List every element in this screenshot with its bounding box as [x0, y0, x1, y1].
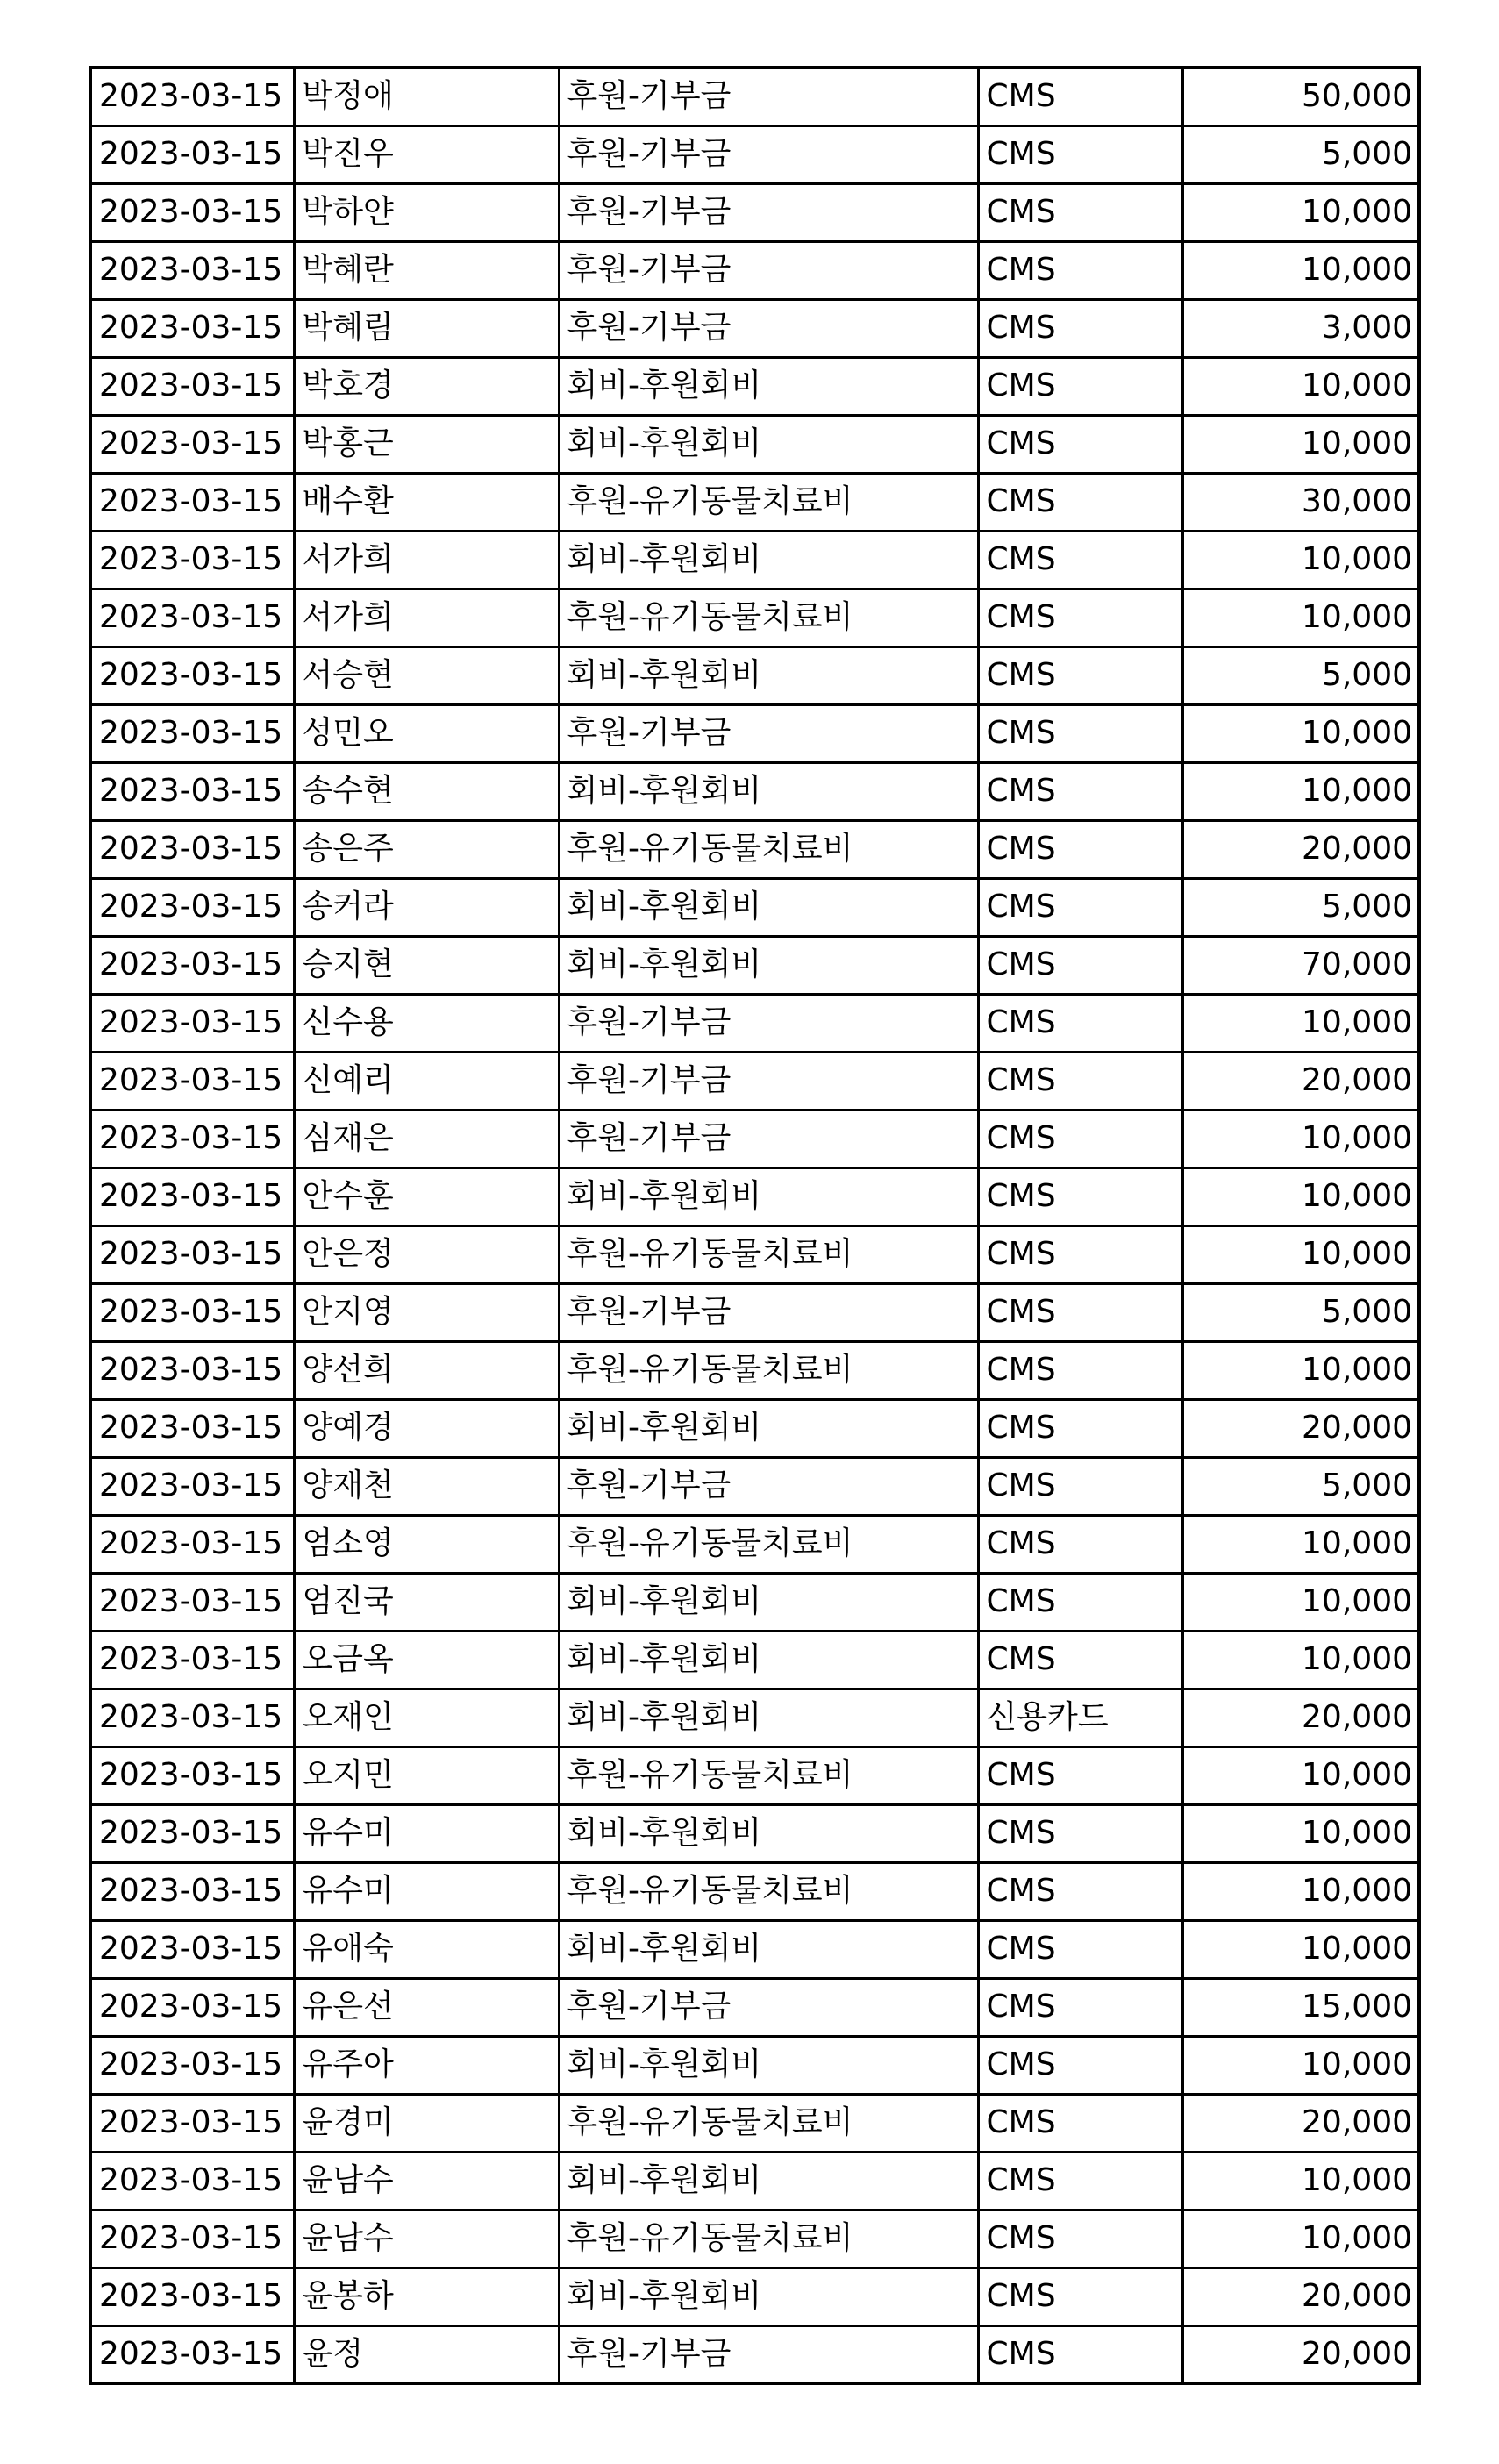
date-cell: 2023-03-15: [90, 2325, 294, 2383]
payment-method-cell: CMS: [978, 125, 1182, 183]
payment-method-cell: CMS: [978, 994, 1182, 1052]
amount-cell: 10,000: [1182, 704, 1419, 762]
donor-name-cell: 박진우: [294, 125, 559, 183]
table-row: [90, 473, 1419, 531]
table-row: [90, 299, 1419, 357]
date-cell: 2023-03-15: [90, 1804, 294, 1862]
payment-method-cell: CMS: [978, 183, 1182, 241]
amount-cell: 50,000: [1182, 68, 1419, 125]
payment-method-cell: CMS: [978, 1631, 1182, 1689]
payment-method-cell: CMS: [978, 1110, 1182, 1168]
date-cell: 2023-03-15: [90, 299, 294, 357]
table-row: [90, 762, 1419, 820]
category-cell: 회비-후원회비: [559, 357, 978, 415]
date-cell: 2023-03-15: [90, 1168, 294, 1225]
amount-cell: 10,000: [1182, 1746, 1419, 1804]
category-cell: 후원-기부금: [559, 1283, 978, 1341]
payment-method-cell: CMS: [978, 1225, 1182, 1283]
table-row: [90, 2210, 1419, 2268]
donation-ledger-table: [89, 66, 1421, 2385]
date-cell: 2023-03-15: [90, 473, 294, 531]
table-row: [90, 415, 1419, 473]
payment-method-cell: CMS: [978, 1168, 1182, 1225]
payment-method-cell: CMS: [978, 531, 1182, 589]
category-cell: 후원-기부금: [559, 299, 978, 357]
table-row: [90, 878, 1419, 936]
payment-method-cell: CMS: [978, 1862, 1182, 1920]
donor-name-cell: 박혜림: [294, 299, 559, 357]
date-cell: 2023-03-15: [90, 125, 294, 183]
table-row: [90, 1052, 1419, 1110]
category-cell: 후원-유기동물치료비: [559, 589, 978, 646]
amount-cell: 10,000: [1182, 589, 1419, 646]
table-row: [90, 1573, 1419, 1631]
date-cell: 2023-03-15: [90, 589, 294, 646]
table-row: [90, 1110, 1419, 1168]
table-row: [90, 1283, 1419, 1341]
category-cell: 후원-유기동물치료비: [559, 473, 978, 531]
table-row: [90, 125, 1419, 183]
payment-method-cell: CMS: [978, 2210, 1182, 2268]
date-cell: 2023-03-15: [90, 1515, 294, 1573]
date-cell: 2023-03-15: [90, 1573, 294, 1631]
category-cell: 후원-기부금: [559, 125, 978, 183]
date-cell: 2023-03-15: [90, 2152, 294, 2210]
date-cell: 2023-03-15: [90, 878, 294, 936]
amount-cell: 20,000: [1182, 1052, 1419, 1110]
donor-name-cell: 유수미: [294, 1862, 559, 1920]
donor-name-cell: 서가희: [294, 531, 559, 589]
donor-name-cell: 유은선: [294, 1978, 559, 2036]
category-cell: 후원-유기동물치료비: [559, 820, 978, 878]
amount-cell: 3,000: [1182, 299, 1419, 357]
donor-name-cell: 윤정: [294, 2325, 559, 2383]
donor-name-cell: 송수현: [294, 762, 559, 820]
category-cell: 후원-기부금: [559, 1052, 978, 1110]
donor-name-cell: 송커라: [294, 878, 559, 936]
donor-name-cell: 오재인: [294, 1689, 559, 1746]
category-cell: 후원-유기동물치료비: [559, 2210, 978, 2268]
category-cell: 후원-기부금: [559, 704, 978, 762]
category-cell: 회비-후원회비: [559, 646, 978, 704]
category-cell: 회비-후원회비: [559, 2268, 978, 2325]
amount-cell: 20,000: [1182, 2325, 1419, 2383]
amount-cell: 30,000: [1182, 473, 1419, 531]
donor-name-cell: 박하얀: [294, 183, 559, 241]
donor-name-cell: 신예리: [294, 1052, 559, 1110]
payment-method-cell: CMS: [978, 2268, 1182, 2325]
payment-method-cell: CMS: [978, 415, 1182, 473]
donor-name-cell: 서가희: [294, 589, 559, 646]
amount-cell: 5,000: [1182, 125, 1419, 183]
table-row: [90, 1168, 1419, 1225]
category-cell: 회비-후원회비: [559, 2152, 978, 2210]
donor-name-cell: 심재은: [294, 1110, 559, 1168]
donor-name-cell: 오지민: [294, 1746, 559, 1804]
amount-cell: 20,000: [1182, 2268, 1419, 2325]
date-cell: 2023-03-15: [90, 1341, 294, 1399]
donor-name-cell: 안은정: [294, 1225, 559, 1283]
category-cell: 후원-기부금: [559, 2325, 978, 2383]
category-cell: 회비-후원회비: [559, 878, 978, 936]
amount-cell: 10,000: [1182, 531, 1419, 589]
payment-method-cell: CMS: [978, 2094, 1182, 2152]
date-cell: 2023-03-15: [90, 1978, 294, 2036]
payment-method-cell: CMS: [978, 473, 1182, 531]
date-cell: 2023-03-15: [90, 1110, 294, 1168]
date-cell: 2023-03-15: [90, 2210, 294, 2268]
table-row: [90, 1341, 1419, 1399]
donor-name-cell: 박홍근: [294, 415, 559, 473]
amount-cell: 10,000: [1182, 2036, 1419, 2094]
category-cell: 후원-유기동물치료비: [559, 1862, 978, 1920]
date-cell: 2023-03-15: [90, 357, 294, 415]
category-cell: 후원-기부금: [559, 183, 978, 241]
donor-name-cell: 송은주: [294, 820, 559, 878]
table-row: [90, 2325, 1419, 2383]
donor-name-cell: 윤남수: [294, 2152, 559, 2210]
amount-cell: 20,000: [1182, 1689, 1419, 1746]
donor-name-cell: 유수미: [294, 1804, 559, 1862]
table-row: [90, 1631, 1419, 1689]
table-row: [90, 1225, 1419, 1283]
donor-name-cell: 박혜란: [294, 241, 559, 299]
category-cell: 회비-후원회비: [559, 1399, 978, 1457]
category-cell: 회비-후원회비: [559, 2036, 978, 2094]
donor-name-cell: 안지영: [294, 1283, 559, 1341]
donor-name-cell: 박호경: [294, 357, 559, 415]
payment-method-cell: CMS: [978, 1978, 1182, 2036]
category-cell: 회비-후원회비: [559, 1573, 978, 1631]
donor-name-cell: 성민오: [294, 704, 559, 762]
date-cell: 2023-03-15: [90, 704, 294, 762]
amount-cell: 70,000: [1182, 936, 1419, 994]
category-cell: 회비-후원회비: [559, 415, 978, 473]
date-cell: 2023-03-15: [90, 183, 294, 241]
date-cell: 2023-03-15: [90, 1399, 294, 1457]
date-cell: 2023-03-15: [90, 1920, 294, 1978]
table-row: [90, 241, 1419, 299]
category-cell: 후원-기부금: [559, 994, 978, 1052]
payment-method-cell: CMS: [978, 1283, 1182, 1341]
donor-name-cell: 박정애: [294, 68, 559, 125]
payment-method-cell: CMS: [978, 241, 1182, 299]
table-row: [90, 68, 1419, 125]
table-row: [90, 2268, 1419, 2325]
date-cell: 2023-03-15: [90, 1225, 294, 1283]
amount-cell: 10,000: [1182, 241, 1419, 299]
amount-cell: 10,000: [1182, 1804, 1419, 1862]
amount-cell: 10,000: [1182, 762, 1419, 820]
date-cell: 2023-03-15: [90, 415, 294, 473]
category-cell: 후원-유기동물치료비: [559, 2094, 978, 2152]
category-cell: 후원-유기동물치료비: [559, 1746, 978, 1804]
category-cell: 후원-기부금: [559, 1110, 978, 1168]
payment-method-cell: CMS: [978, 1052, 1182, 1110]
donor-name-cell: 양예경: [294, 1399, 559, 1457]
payment-method-cell: CMS: [978, 299, 1182, 357]
amount-cell: 15,000: [1182, 1978, 1419, 2036]
ledger-body: [90, 68, 1419, 2383]
table-row: [90, 1399, 1419, 1457]
payment-method-cell: CMS: [978, 646, 1182, 704]
amount-cell: 10,000: [1182, 1862, 1419, 1920]
category-cell: 회비-후원회비: [559, 936, 978, 994]
donor-name-cell: 양선희: [294, 1341, 559, 1399]
category-cell: 후원-기부금: [559, 68, 978, 125]
amount-cell: 10,000: [1182, 183, 1419, 241]
table-row: [90, 994, 1419, 1052]
date-cell: 2023-03-15: [90, 1862, 294, 1920]
category-cell: 회비-후원회비: [559, 1168, 978, 1225]
payment-method-cell: CMS: [978, 589, 1182, 646]
amount-cell: 10,000: [1182, 357, 1419, 415]
category-cell: 후원-유기동물치료비: [559, 1515, 978, 1573]
payment-method-cell: CMS: [978, 1341, 1182, 1399]
table-row: [90, 820, 1419, 878]
table-row: [90, 704, 1419, 762]
payment-method-cell: CMS: [978, 2152, 1182, 2210]
donor-name-cell: 유주아: [294, 2036, 559, 2094]
payment-method-cell: CMS: [978, 1399, 1182, 1457]
amount-cell: 10,000: [1182, 1631, 1419, 1689]
payment-method-cell: CMS: [978, 1457, 1182, 1515]
table-row: [90, 2094, 1419, 2152]
payment-method-cell: 신용카드: [978, 1689, 1182, 1746]
donor-name-cell: 윤봉하: [294, 2268, 559, 2325]
payment-method-cell: CMS: [978, 357, 1182, 415]
donor-name-cell: 배수환: [294, 473, 559, 531]
donor-name-cell: 안수훈: [294, 1168, 559, 1225]
date-cell: 2023-03-15: [90, 1746, 294, 1804]
table-row: [90, 2152, 1419, 2210]
category-cell: 회비-후원회비: [559, 1631, 978, 1689]
payment-method-cell: CMS: [978, 1515, 1182, 1573]
category-cell: 후원-유기동물치료비: [559, 1341, 978, 1399]
donor-name-cell: 서승현: [294, 646, 559, 704]
payment-method-cell: CMS: [978, 68, 1182, 125]
date-cell: 2023-03-15: [90, 646, 294, 704]
payment-method-cell: CMS: [978, 1804, 1182, 1862]
table-row: [90, 1920, 1419, 1978]
table-row: [90, 1978, 1419, 2036]
table-row: [90, 646, 1419, 704]
payment-method-cell: CMS: [978, 936, 1182, 994]
date-cell: 2023-03-15: [90, 2036, 294, 2094]
payment-method-cell: CMS: [978, 2325, 1182, 2383]
payment-method-cell: CMS: [978, 878, 1182, 936]
amount-cell: 10,000: [1182, 1341, 1419, 1399]
donor-name-cell: 엄소영: [294, 1515, 559, 1573]
date-cell: 2023-03-15: [90, 2094, 294, 2152]
donor-name-cell: 윤남수: [294, 2210, 559, 2268]
date-cell: 2023-03-15: [90, 1283, 294, 1341]
table-row: [90, 2036, 1419, 2094]
table-row: [90, 1746, 1419, 1804]
date-cell: 2023-03-15: [90, 762, 294, 820]
payment-method-cell: CMS: [978, 762, 1182, 820]
category-cell: 회비-후원회비: [559, 1804, 978, 1862]
payment-method-cell: CMS: [978, 2036, 1182, 2094]
donor-name-cell: 유애숙: [294, 1920, 559, 1978]
category-cell: 회비-후원회비: [559, 531, 978, 589]
table-row: [90, 531, 1419, 589]
date-cell: 2023-03-15: [90, 1631, 294, 1689]
donor-name-cell: 신수용: [294, 994, 559, 1052]
amount-cell: 5,000: [1182, 646, 1419, 704]
date-cell: 2023-03-15: [90, 936, 294, 994]
amount-cell: 5,000: [1182, 878, 1419, 936]
date-cell: 2023-03-15: [90, 531, 294, 589]
donor-name-cell: 승지현: [294, 936, 559, 994]
payment-method-cell: CMS: [978, 1920, 1182, 1978]
amount-cell: 5,000: [1182, 1283, 1419, 1341]
date-cell: 2023-03-15: [90, 1052, 294, 1110]
amount-cell: 10,000: [1182, 1573, 1419, 1631]
payment-method-cell: CMS: [978, 1746, 1182, 1804]
amount-cell: 10,000: [1182, 1168, 1419, 1225]
table-row: [90, 1515, 1419, 1573]
date-cell: 2023-03-15: [90, 2268, 294, 2325]
category-cell: 후원-기부금: [559, 1457, 978, 1515]
table-row: [90, 1804, 1419, 1862]
date-cell: 2023-03-15: [90, 68, 294, 125]
category-cell: 회비-후원회비: [559, 1689, 978, 1746]
table-row: [90, 589, 1419, 646]
amount-cell: 20,000: [1182, 1399, 1419, 1457]
amount-cell: 10,000: [1182, 1110, 1419, 1168]
amount-cell: 20,000: [1182, 820, 1419, 878]
category-cell: 회비-후원회비: [559, 1920, 978, 1978]
amount-cell: 10,000: [1182, 1920, 1419, 1978]
table-row: [90, 357, 1419, 415]
category-cell: 후원-유기동물치료비: [559, 1225, 978, 1283]
donor-name-cell: 엄진국: [294, 1573, 559, 1631]
amount-cell: 10,000: [1182, 994, 1419, 1052]
table-row: [90, 1862, 1419, 1920]
date-cell: 2023-03-15: [90, 241, 294, 299]
amount-cell: 10,000: [1182, 2210, 1419, 2268]
amount-cell: 10,000: [1182, 2152, 1419, 2210]
amount-cell: 20,000: [1182, 2094, 1419, 2152]
amount-cell: 5,000: [1182, 1457, 1419, 1515]
donor-name-cell: 양재천: [294, 1457, 559, 1515]
amount-cell: 10,000: [1182, 1515, 1419, 1573]
payment-method-cell: CMS: [978, 1573, 1182, 1631]
table-row: [90, 1689, 1419, 1746]
date-cell: 2023-03-15: [90, 1457, 294, 1515]
table-row: [90, 1457, 1419, 1515]
donor-name-cell: 오금옥: [294, 1631, 559, 1689]
category-cell: 후원-기부금: [559, 1978, 978, 2036]
amount-cell: 10,000: [1182, 1225, 1419, 1283]
category-cell: 회비-후원회비: [559, 762, 978, 820]
table-row: [90, 183, 1419, 241]
donor-name-cell: 윤경미: [294, 2094, 559, 2152]
date-cell: 2023-03-15: [90, 820, 294, 878]
amount-cell: 10,000: [1182, 415, 1419, 473]
category-cell: 후원-기부금: [559, 241, 978, 299]
date-cell: 2023-03-15: [90, 994, 294, 1052]
date-cell: 2023-03-15: [90, 1689, 294, 1746]
payment-method-cell: CMS: [978, 704, 1182, 762]
table-row: [90, 936, 1419, 994]
payment-method-cell: CMS: [978, 820, 1182, 878]
